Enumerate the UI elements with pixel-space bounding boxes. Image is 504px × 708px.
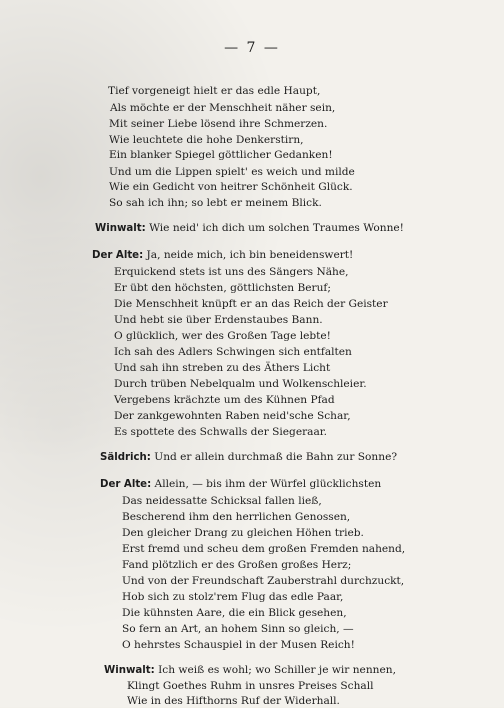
verse-line: Der zankgewohnten Raben neid'sche Schar, [114,410,351,422]
speech-saeldrich [100,450,397,465]
verse-line: Wie ein Gedicht von heitrer Schönheit Glück. [109,181,353,193]
speech-winwalt-2 [104,663,396,678]
verse-line: Tief vorgeneigt hielt er das edle Haupt, [108,85,321,97]
verse-line: Als möchte er der Menschheit näher sein, [110,102,336,114]
speech-alte-2 [100,477,381,492]
verse-line: O glücklich, wer des Großen Tage lebte! [114,330,331,342]
verse-line: Erquickend stets ist uns des Sängers Nähe, [114,266,349,278]
verse-line: Erst fremd und scheu dem großen Fremden nahend, [122,543,406,555]
verse-line: Es spottete des Schwalls der Siegerаar. [114,426,328,438]
verse-line: So fern an Art, an hohem Sinn so gleich, — [122,623,354,635]
page-number: — 7 — [224,40,280,56]
verse-line: Und hebt sie über Erdenstaubes Bann. [114,314,323,326]
verse-line: Fand plötzlich er des Großen großes Herz; [122,559,352,571]
verse-line: Durch trüben Nebelqualm und Wolkenschleier. [114,378,367,390]
verse-line: O hehrstes Schauspiel in der Musen Reich! [122,639,355,651]
verse-line: Und von der Freundschaft Zauberstrahl durchzuckt, [122,575,405,587]
verse-line: Vergebens krächzte um des Kühnen Pfad [114,394,335,406]
verse-line: Er übt den höchsten, göttlichsten Beruf; [114,282,331,294]
verse-line: Mit seiner Liebe lösend ihre Schmerzen. [109,118,328,130]
verse-line: Bescherend ihm den herrlichen Genossen, [122,511,351,523]
speaker-name: Winwalt: [104,665,155,676]
verse-line: Die Menschheit knüpft er an das Reich der Geister [114,298,388,310]
verse-line: Hob sich zu stolz'rem Flug das edle Paar, [122,591,344,603]
verse-text: Wie neid' ich dich um solchen Traumes Wonne! [149,222,404,234]
verse-line: Wie leuchtete die hohe Denkerstirn, [109,134,304,146]
speaker-name: Winwalt: [95,223,146,234]
speaker-name: Säldrich: [100,452,151,463]
verse-line: Und sah ihn streben zu des Äthers Licht [114,362,331,374]
speech-alte-1 [92,248,353,263]
verse-line: Die kühnsten Aare, die ein Blick gesehen, [122,607,347,619]
verse-line: Und um die Lippen spielt' es weich und milde [109,166,355,178]
speaker-name: Der Alte: [100,479,152,490]
verse-line: So sah ich ihn; so lebt er meinem Blick. [109,197,322,209]
verse-line: Wie in des Hifthorns Ruf der Widerhall. [127,695,340,707]
speaker-name: Der Alte: [92,250,144,261]
speech-winwalt-1 [95,221,404,236]
verse-line: Ich sah des Adlers Schwingen sich entfalten [114,346,352,358]
verse-line: Ein blanker Spiegel göttlicher Gedanken! [109,149,333,161]
verse-text: Und er allein durchmaß die Bahn zur Sonne? [154,451,398,463]
verse-text: Ja, neide mich, ich bin beneidenswert! [146,249,354,261]
verse-text: Allein, — bis ihm der Würfel glücklichsten [154,478,382,490]
verse-line: Den gleicher Drang zu gleichen Höhen trieb. [122,527,364,539]
verse-text: Ich weiß es wohl; wo Schiller je wir nennen, [158,664,396,676]
verse-line: Klingt Goethes Ruhm in unsres Preises Schall [127,680,374,692]
verse-line: Das neidessatte Schicksal fallen ließ, [122,495,322,507]
